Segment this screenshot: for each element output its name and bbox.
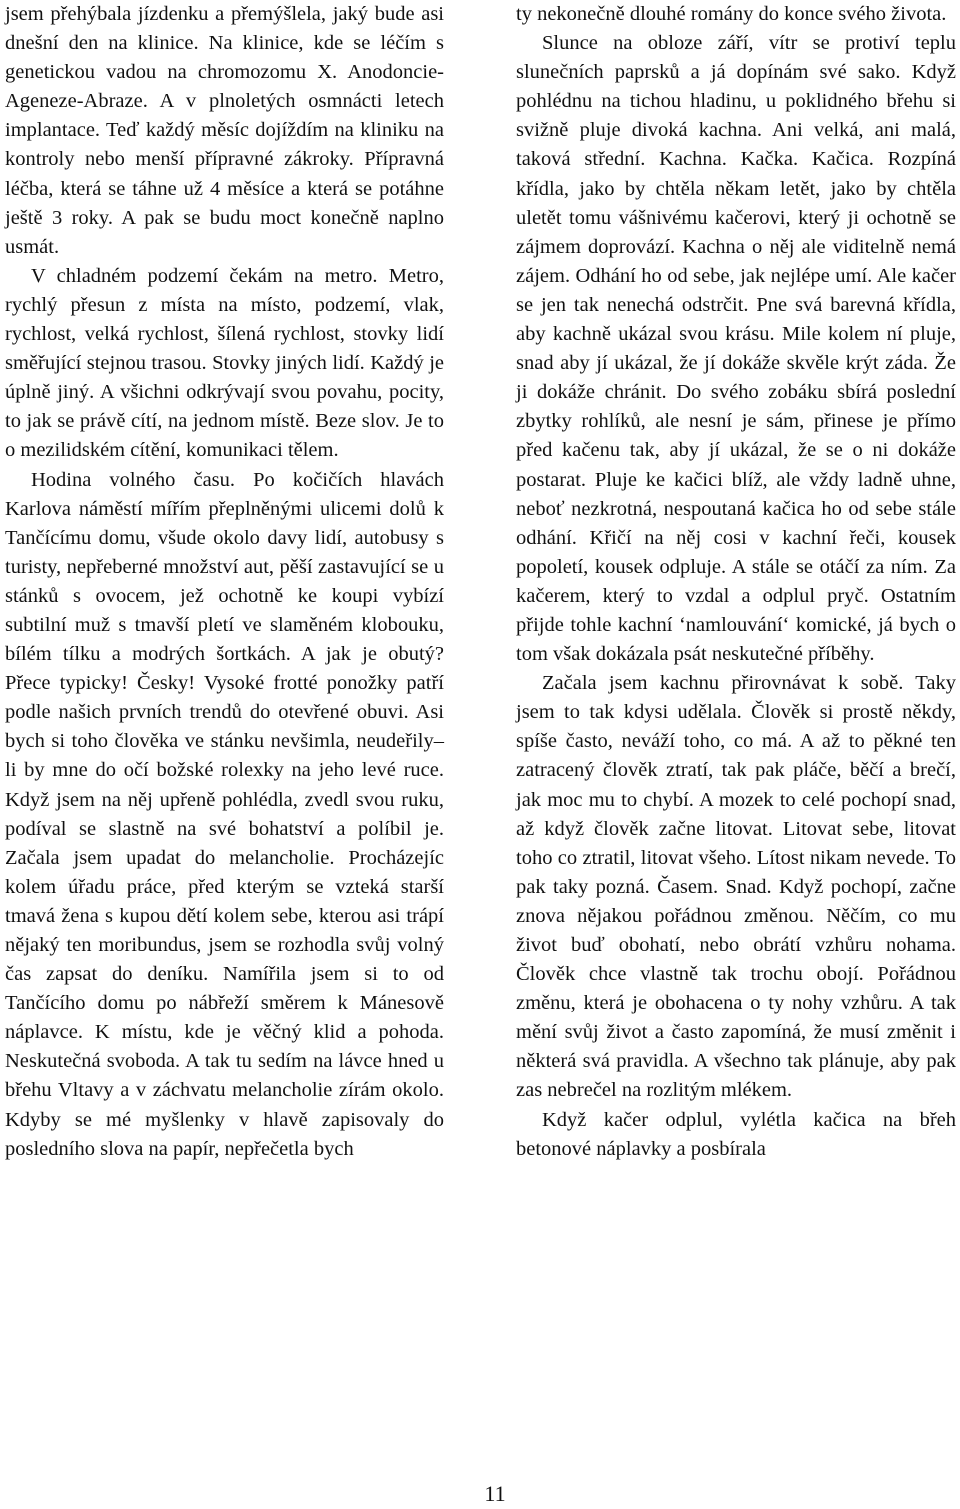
page-number: 11 bbox=[484, 1481, 506, 1506]
paragraph: Hodina volného času. Po kočičích hlavách Karlova náměstí mířím přeplněnými ulicemi dolů k Tančícímu domu, všude okolo davy lidí, autobusy s turisty, nepřeberné množství aut, pěší zastavující se u stánků s ovocem, jež ochotně ke koupi vybízí subtilní muž s tmavší pletí ve slaměném klobouku, bílém tílku a modrých šortkách. A jak je obutý? Přece typicky! Česky! Vysoké frotté ponožky patří podle našich prvních trendů do otevřené obuvi. Asi bych si toho člověka ve stánku nevšimla, neudeřily–li by mne do očí božské rolexky na jeho levé ruce. Když jsem na něj upřeně pohlédla, zvedl svou ruku, podíval se slastně na své bohatství a políbil je. Začala jsem upadat do melancholie. Procházejíc kolem úřadu práce, před kterým se vzteká starší tmavá žena s kupou dětí kolem sebe, kterou asi trápí nějaký ten moribundus, jsem se rozhodla svůj volný čas zapsat do deníku. Namířila jsem si to od Tančícího domu po nábřeží směrem k Mánesově náplavce. K místu, kde je věčný klid a pohoda. Neskutečná svoboda. A tak tu sedím na lávce hned u břehu Vltavy a v záchvatu melancholie zírám okolo. Kdyby se mé myšlenky v hlavě zapisovaly do posledního slova na papír, nepřečetla bych bbox=[5, 468, 444, 1160]
paragraph: Začala jsem kachnu přirovnávat k sobě. Taky jsem to tak kdysi udělala. Člověk si prostě někdy, spíše často, neváží toho, co má. A až to pěkné ten zatracený člověk ztratí, tak pak pláče, běčí a brečí, jak moc mu to chybí. A mozek to celé pochopí snad, až když člověk začne litovat. Litovat sebe, litovat toho co ztratil, litovat všeho. Lítost nikam nevede. To pak taky pozná. Časem. Snad. Když pochopí, začne znova nějakou pořádnou změnou. Něčím, co mu život buď obohatí, nebo obrátí vzhůru nohama. Člověk chce vlastně tak trochu obojí. Pořádnou změnu, která je obohacena o ty nohy vzhůru. A tak mění svůj život a často zapomíná, že musí změnit i některá svá pravidla. A všechno tak plánuje, aby pak zas nebrečel na rozlitým mlékem. bbox=[516, 672, 956, 1102]
left-text-column bbox=[5, 0, 444, 1164]
paragraph: Slunce na obloze září, vítr se protiví teplu slunečních paprsků a já dopínám své sako. Když pohlédnu na tichou hladinu, u poklidného břehu si svižně pluje divoká kachna. Ani velká, ani malá, taková střední. Kachna. Kačka. Kačica. Rozpíná křídla, jako by chtěla někam letět, jako by chtěla uletět tomu vášnivému kačerovi, který ji ochotně se zájmem doprovází. Kachna o něj ale viditelně nemá zájem. Odhání ho od sebe, jak nejlépe umí. Ale kačer se jen tak nenechá odstrčit. Pne svá barevná křídla, aby kachně ukázal svou krásu. Mile kolem ní pluje, snad aby jí ukázal, že jí dokáže skvěle krýt záda. Že ji dokáže chránit. Do svého zobáku sbírá poslední zbytky rohlíků, ale nesní je sám, přinese je přímo před kačenu tak, aby jí ukázal, že se o ni dokáže postarat. Pluje ke kačici blíž, ale vždy ladně uhne, neboť nezkrotná, nespoutaná kačica ho od sebe stále odhání. Křičí na něj cosi v kachní řeči, kousek popoletí, kousek odpluje. A stále se otáčí za ním. Za kačerem, který to vzdal a odplul pryč. Ostatním přijde tohle kachní ‘namlouvání‘ komické, já bych o tom však dokázala psát neskutečné příběhy. bbox=[516, 32, 956, 666]
paragraph: Když kačer odplul, vylétla kačica na břeh betonové náplavky a posbírala bbox=[516, 1108, 956, 1160]
paragraph: ty nekonečně dlouhé romány do konce svého života. bbox=[516, 3, 947, 25]
paragraph: V chladném podzemí čekám na metro. Metro, rychlý přesun z místa na místo, podzemí, vlak, rychlost, velká rychlost, šílená rychlost, stovky lidí směřující stejnou trasou. Stovky jiných lidí. Každý je úplně jiný. A všichni odkrývají svou povahu, pocity, to jak se právě cítí, na jednom místě. Beze slov. Je to o mezilidském cítění, komunikaci tělem. bbox=[5, 264, 444, 462]
right-text-column bbox=[516, 0, 956, 1164]
paragraph: jsem přehýbala jízdenku a přemýšlela, jaký bude asi dnešní den na klinice. Na klinice, kde se léčím s genetickou vadou na chromozomu X. Anodoncie-Ageneze-Abraze. A v plnoletých osmnácti letech implantace. Teď každý měsíc dojíždím na kliniku na kontroly nebo menší přípravné zákroky. Přípravná léčba, která se táhne už 4 měsíce a která se potáhne ještě 3 roky. A pak se budu moct konečně naplno usmát. bbox=[5, 3, 444, 258]
